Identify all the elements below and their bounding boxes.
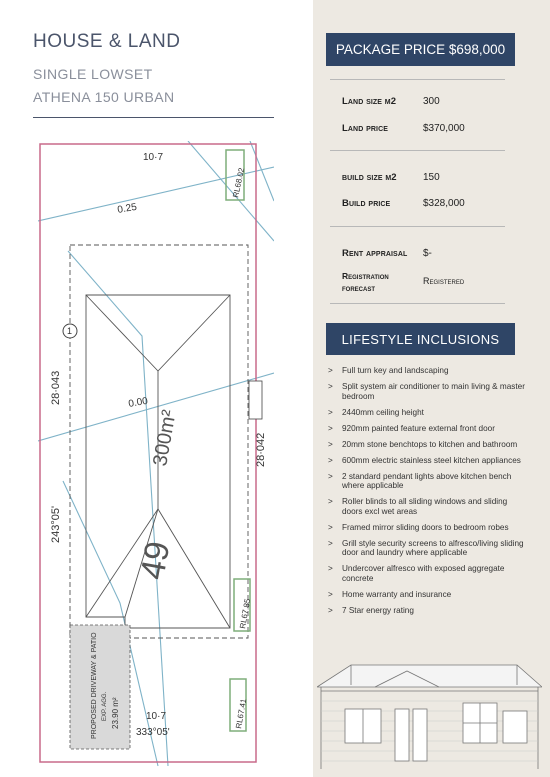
inclusion-item — [328, 497, 528, 516]
subtitle-design: ATHENA 150 URBAN — [33, 89, 175, 105]
land-price-value: $370,000 — [423, 123, 465, 134]
inclusion-item — [328, 564, 528, 583]
divider — [330, 150, 505, 151]
inclusion-text: Framed mirror sliding doors to bedroom robes — [342, 522, 509, 532]
build-size-label: build size m2 — [342, 172, 397, 183]
bullet-marker: > — [328, 439, 333, 449]
bearing-bottom: 333°05' — [136, 727, 170, 738]
registration-label-line2: forecast — [342, 283, 375, 293]
inclusion-text: Full turn key and landscaping — [342, 366, 449, 375]
plan-area: 300m² — [149, 408, 181, 468]
build-price-value: $328,000 — [423, 198, 465, 209]
bullet-marker: > — [328, 471, 333, 481]
land-size-label: Land size m2 — [342, 96, 397, 107]
inclusion-item — [328, 366, 528, 376]
inclusion-item — [328, 424, 528, 434]
rent-appraisal-value: $- — [423, 248, 432, 259]
inclusion-text: 7 Star energy rating — [342, 605, 414, 615]
page-title: HOUSE & LAND — [33, 31, 181, 52]
inclusion-item — [328, 590, 528, 600]
bullet-marker: > — [328, 589, 333, 599]
inclusion-item — [328, 382, 528, 401]
patio-label: PROPOSED DRIVEWAY & PATIO — [91, 632, 98, 739]
bullet-marker: > — [328, 538, 333, 548]
house-elevation-sketch — [317, 657, 542, 769]
inclusion-item — [328, 523, 528, 533]
bearing-left: 243°05' — [50, 505, 62, 543]
driveway — [70, 625, 130, 749]
site-plan — [38, 141, 274, 767]
bullet-marker: > — [328, 407, 333, 417]
divider — [330, 226, 505, 227]
inclusion-text: 600mm electric stainless steel kitchen appliances — [342, 455, 521, 465]
inclusion-text: 2 standard pendant lights above kitchen bench where applicable — [342, 471, 512, 491]
inclusion-item — [328, 440, 528, 450]
bullet-marker: > — [328, 423, 333, 433]
bullet-marker: > — [328, 605, 333, 615]
package-price-banner: PACKAGE PRICE $698,000 — [326, 33, 515, 66]
lifestyle-inclusions-banner: LIFESTYLE INCLUSIONS — [326, 323, 515, 355]
divider — [330, 79, 505, 80]
right-dimension: 28·042 — [255, 432, 267, 467]
rent-appraisal-label: Rent appraisal — [342, 248, 408, 259]
bullet-marker: > — [328, 564, 333, 574]
land-price-label: Land price — [342, 123, 389, 134]
inclusion-text: Home warranty and insurance — [342, 589, 452, 599]
inclusions-list — [328, 366, 528, 622]
bottom-dimension: 10·7 — [146, 711, 167, 722]
divider — [330, 303, 505, 304]
subtitle-type: SINGLE LOWSET — [33, 66, 153, 82]
build-price-label: Build price — [342, 198, 391, 209]
bullet-marker: > — [328, 381, 333, 391]
left-dimension: 28·043 — [50, 370, 62, 405]
inclusion-text: 2440mm ceiling height — [342, 407, 424, 417]
inclusion-text: 920mm painted feature external front door — [342, 423, 495, 433]
inclusion-text: Split system air conditioner to main living & master bedroom — [342, 381, 525, 401]
rl-right: RL67.85 — [238, 597, 253, 630]
inclusion-item — [328, 539, 528, 558]
build-size-value: 150 — [423, 172, 440, 183]
lot-number: 49 — [133, 538, 178, 583]
land-size-value: 300 — [423, 96, 440, 107]
bullet-marker: > — [328, 366, 333, 375]
registration-forecast-value: Registered — [423, 276, 465, 286]
inclusion-item — [328, 472, 528, 491]
rl-bottom: RL67.41 — [234, 697, 249, 730]
inclusion-text: Grill style security screens to alfresco/living sliding door and laundry where applicable — [342, 538, 524, 558]
patio-sub: EXP. AGG. — [102, 691, 108, 721]
inclusion-item — [328, 408, 528, 418]
registration-forecast-label — [342, 270, 389, 294]
title-divider — [33, 117, 274, 118]
inclusion-text: Undercover alfresco with exposed aggregate concrete — [342, 564, 505, 583]
top-dimension: 10·7 — [143, 152, 164, 163]
bullet-marker: > — [328, 522, 333, 532]
ac-unit — [249, 381, 262, 419]
bullet-marker: > — [328, 497, 333, 507]
contour-label-2: 0.00 — [127, 395, 149, 410]
registration-label-line1: Registration — [342, 271, 389, 281]
inclusion-item — [328, 456, 528, 466]
inclusion-text: Roller blinds to all sliding windows and sliding doors excl wet areas — [342, 497, 508, 516]
inclusion-item — [328, 606, 528, 616]
marker-number: 1 — [67, 326, 73, 336]
contour-label: 0.25 — [116, 201, 138, 216]
bullet-marker: > — [328, 455, 333, 465]
inclusion-text: 20mm stone benchtops to kitchen and bathroom — [342, 439, 518, 449]
rl-top: RL68.02 — [231, 166, 247, 199]
patio-area: 23.90 m² — [111, 697, 120, 729]
